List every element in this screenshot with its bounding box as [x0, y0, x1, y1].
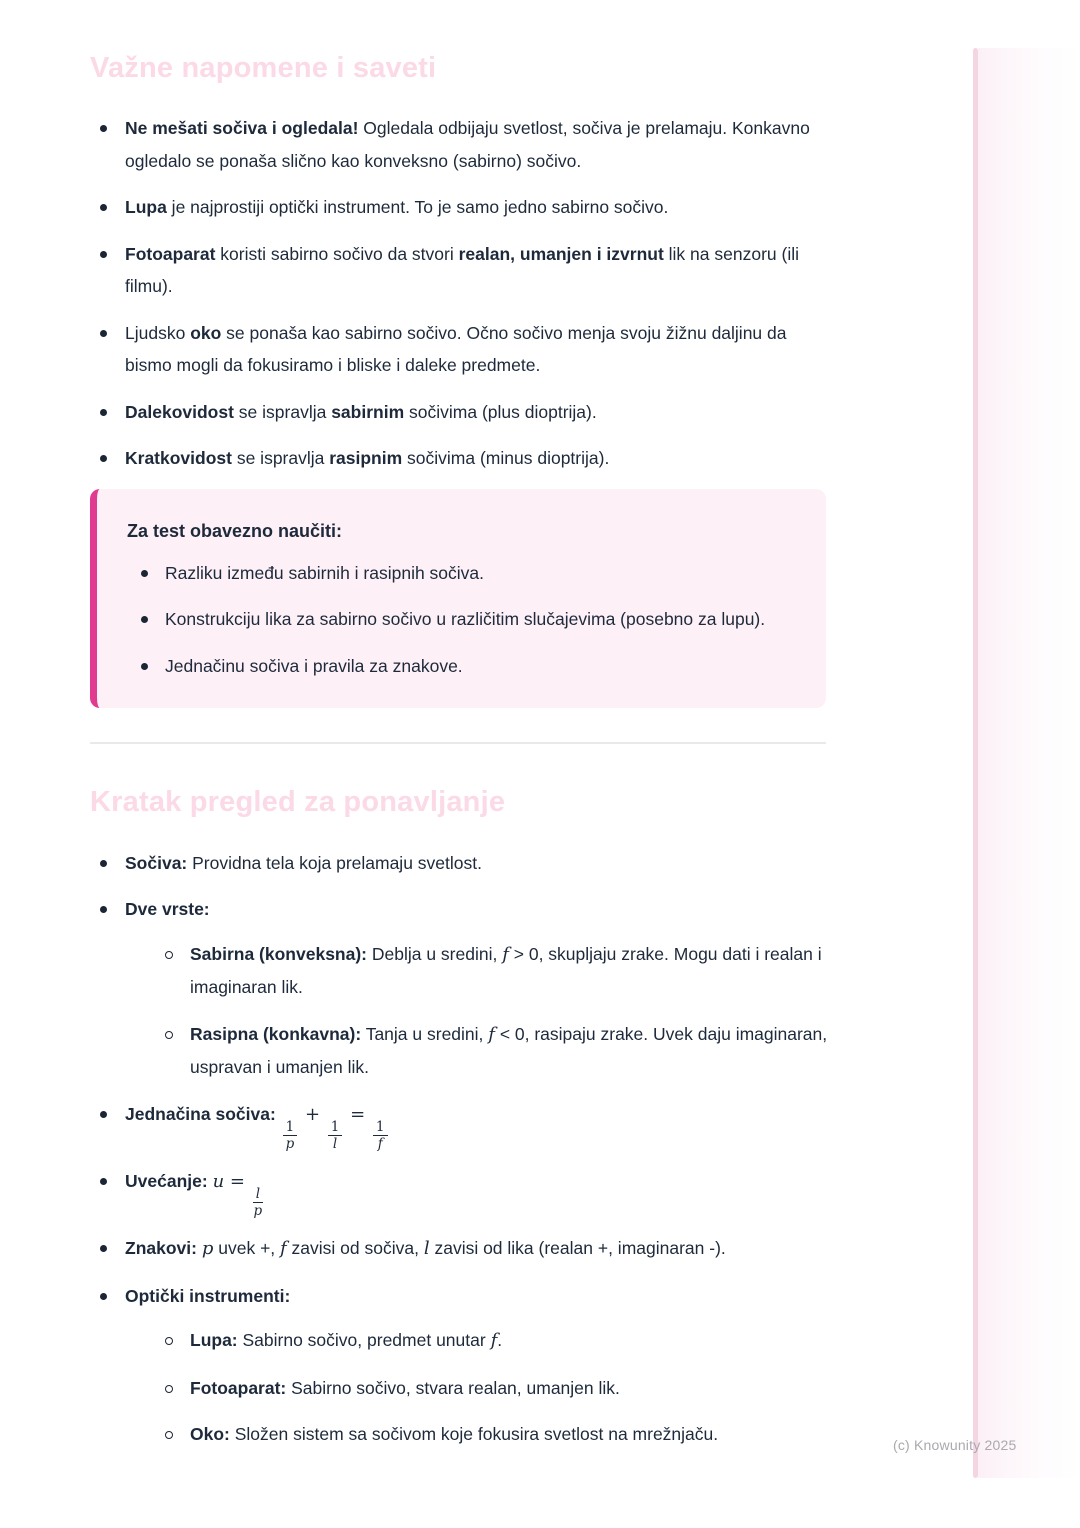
- bullet-icon: [100, 906, 107, 913]
- text-segment: Jednačinu sočiva i pravila za znakove.: [165, 655, 463, 676]
- text-segment: Deblja u sredini,: [367, 943, 503, 964]
- text-segment: > 0, skupljaju zrake. Mogu dati i realan i imaginaran lik.: [190, 943, 822, 998]
- list-item-dalekovidost: [90, 396, 828, 429]
- text-segment: Kratkovidost: [125, 448, 232, 469]
- text-segment: Sabirna (konveksna):: [190, 943, 367, 964]
- text-segment: se ispravlja: [233, 401, 332, 422]
- text-segment: Providna tela koja prelamaju svetlost.: [187, 852, 482, 873]
- math-fraction: $\frac{1}{f}$: [373, 1120, 388, 1151]
- text-segment: sabirnim: [331, 401, 405, 422]
- list-item-text: [125, 402, 597, 422]
- bullet-icon: [100, 455, 107, 462]
- list-item-jednacina-sociva: [90, 1098, 828, 1151]
- watermark: (c) Knowunity 2025: [893, 1437, 1017, 1453]
- text-segment: Sabirno sočivo, predmet unutar: [237, 1330, 491, 1351]
- bullet-icon: [100, 125, 107, 132]
- bullet-icon: [141, 663, 148, 670]
- text-segment: f: [490, 1330, 498, 1352]
- bullet-icon: [100, 860, 107, 867]
- text-segment: f: [502, 943, 509, 965]
- list-item-text: [190, 1378, 620, 1398]
- text-segment: p: [201, 1238, 214, 1260]
- bullet-icon: [100, 251, 107, 258]
- text-segment: Uvećanje:: [125, 1171, 208, 1192]
- list-item-text: [125, 448, 609, 468]
- callout-title: Za test obavezno naučiti:: [127, 520, 343, 541]
- text-segment: Razliku između sabirnih i rasipnih sočiva.: [165, 562, 485, 583]
- list-item-text: [125, 323, 787, 376]
- list-item-text: [125, 244, 799, 297]
- dve-vrste-sublist: [125, 938, 828, 1084]
- text-segment: .: [497, 1330, 503, 1351]
- math-fraction: $\frac{1}{p}$: [283, 1120, 298, 1151]
- text-segment: realan, umanjen i izvrnut: [458, 243, 664, 264]
- list-item-uvecanje: [90, 1165, 828, 1218]
- callout-box: [90, 489, 826, 709]
- text-segment: Dve vrste:: [125, 899, 210, 920]
- text-segment: zavisi od sočiva,: [286, 1238, 424, 1259]
- callout-item-konstrukciju: [127, 603, 796, 636]
- text-segment: je najprostiji optički instrument. To je samo jedno sabirno sočivo.: [166, 197, 669, 218]
- text-segment: Fotoaparat:: [190, 1377, 287, 1398]
- review-list: [90, 847, 828, 1451]
- right-edge-pink-wash: [978, 48, 1080, 1478]
- text-segment: Ogledala odbijaju svetlost, sočiva je prelamaju. Konkavno ogledalo se ponaša slično kao konveksno (sabirno) sočivo.: [125, 118, 810, 171]
- list-item-text: [190, 944, 822, 998]
- math-fraction: $\frac{l}{p}$: [253, 1186, 263, 1220]
- list-item-text: [125, 899, 210, 919]
- circle-bullet-icon: [165, 1337, 173, 1345]
- sublist-item-sabirna: [157, 938, 828, 1004]
- text-segment: Složen sistem sa sočivom koje fokusira svetlost na mrežnjaču.: [229, 1424, 719, 1445]
- math-fraction: $\frac{1}{l}$: [328, 1120, 343, 1151]
- bullet-icon: [100, 1111, 107, 1118]
- list-item-text: [165, 656, 463, 676]
- text-segment: zavisi od lika (realan +, imaginaran -).: [429, 1238, 726, 1259]
- text-segment: rasipnim: [329, 448, 403, 469]
- text-segment: Fotoaparat: [125, 243, 216, 264]
- text-segment: Sočiva:: [125, 852, 188, 873]
- bullet-icon: [141, 570, 148, 577]
- list-item-lupa: [90, 191, 828, 224]
- document-content: [90, 0, 828, 1465]
- list-item-dve-vrste: [90, 893, 828, 1084]
- list-item-sociva: [90, 847, 828, 880]
- text-segment: Rasipna (konkavna):: [190, 1023, 362, 1044]
- list-item-text: [125, 1103, 390, 1152]
- list-item-znakovi: [90, 1232, 828, 1266]
- text-segment: Optički instrumenti:: [125, 1285, 291, 1306]
- text-segment: f: [280, 1238, 287, 1260]
- text-segment: [276, 1104, 281, 1124]
- list-item-text: [165, 563, 484, 583]
- circle-bullet-icon: [165, 1385, 173, 1393]
- sublist-item-fotoaparat: [157, 1372, 828, 1405]
- list-item-text: [125, 197, 668, 217]
- bullet-icon: [100, 1178, 107, 1185]
- bullet-icon: [100, 1293, 107, 1300]
- section-title-kratak-pregled: Kratak pregled za ponavljanje: [90, 786, 506, 819]
- bullet-icon: [100, 409, 107, 416]
- text-segment: Ljudsko: [125, 322, 191, 343]
- list-item-ljudsko-oko: [90, 317, 828, 382]
- list-item-text: [125, 1286, 290, 1306]
- text-segment: koristi sabirno sočivo da stvori: [215, 243, 459, 264]
- list-item-text: [125, 118, 810, 171]
- text-segment: sočivima (plus dioptrija).: [404, 401, 597, 422]
- right-edge-accent-line: [973, 48, 978, 1478]
- text-segment: oko: [190, 322, 222, 343]
- text-segment: Oko:: [190, 1424, 230, 1445]
- sublist-item-oko: [157, 1418, 828, 1451]
- text-segment: lik na senzoru (ili filmu).: [125, 243, 799, 297]
- text-segment: Znakovi:: [125, 1238, 197, 1259]
- text-segment: Ne mešati sočiva i ogledala!: [125, 118, 359, 139]
- text-segment: Lupa:: [190, 1330, 238, 1351]
- sublist-item-rasipna: [157, 1018, 828, 1084]
- callout-item-razliku: [127, 557, 796, 590]
- text-segment: Konstrukciju lika za sabirno sočivo u različitim slučajevima (posebno za lupu).: [165, 609, 766, 630]
- list-item-text: [190, 1024, 827, 1078]
- list-item-fotoaparat: [90, 238, 828, 303]
- list-item-text: [125, 853, 482, 873]
- notes-list: [90, 112, 828, 475]
- text-segment: < 0, rasipaju zrake. Uvek daju imaginaran, uspravan i umanjen lik.: [190, 1023, 828, 1078]
- list-item-text: [125, 1238, 726, 1258]
- bullet-icon: [100, 330, 107, 337]
- list-item-text: [125, 1171, 265, 1220]
- text-segment: Tanja u sredini,: [361, 1023, 489, 1044]
- list-item-text: [190, 1330, 502, 1350]
- bullet-icon: [141, 616, 148, 623]
- text-segment: Dalekovidost: [125, 401, 234, 422]
- text-segment: Sabirno sočivo, stvara realan, umanjen lik.: [286, 1377, 620, 1398]
- sublist-item-lupa: [157, 1324, 828, 1358]
- text-segment: Jednačina sočiva:: [125, 1103, 276, 1124]
- list-item-ne-mesati: [90, 112, 828, 177]
- text-segment: =: [224, 1171, 251, 1193]
- text-segment: +: [299, 1103, 326, 1125]
- circle-bullet-icon: [165, 1031, 173, 1039]
- callout-item-jednacinu: [127, 650, 796, 683]
- circle-bullet-icon: [165, 951, 173, 959]
- text-segment: f: [488, 1023, 495, 1045]
- section-divider: [90, 742, 826, 744]
- circle-bullet-icon: [165, 1431, 173, 1439]
- list-item-kratkovidost: [90, 442, 828, 475]
- text-segment: =: [344, 1103, 371, 1125]
- list-item-text: [165, 609, 765, 629]
- bullet-icon: [100, 1245, 107, 1252]
- callout-list: [127, 557, 796, 683]
- text-segment: se ponaša kao sabirno sočivo. Očno sočivo menja svoju žižnu daljinu da bismo mogli da fokusiramo i bliske i daleke predmete.: [125, 322, 787, 376]
- text-segment: se ispravlja: [231, 448, 330, 469]
- bullet-icon: [100, 204, 107, 211]
- list-item-text: [190, 1424, 718, 1444]
- text-segment: sočivima (minus dioptrija).: [402, 448, 610, 469]
- text-segment: l: [423, 1238, 430, 1260]
- text-segment: uvek +,: [213, 1238, 281, 1259]
- instrumenti-sublist: [125, 1324, 828, 1451]
- text-segment: Lupa: [125, 197, 167, 218]
- text-segment: u: [212, 1171, 225, 1193]
- section-title-vazne-napomene: Važne napomene i saveti: [90, 52, 437, 84]
- list-item-opticki-instrumenti: [90, 1280, 828, 1451]
